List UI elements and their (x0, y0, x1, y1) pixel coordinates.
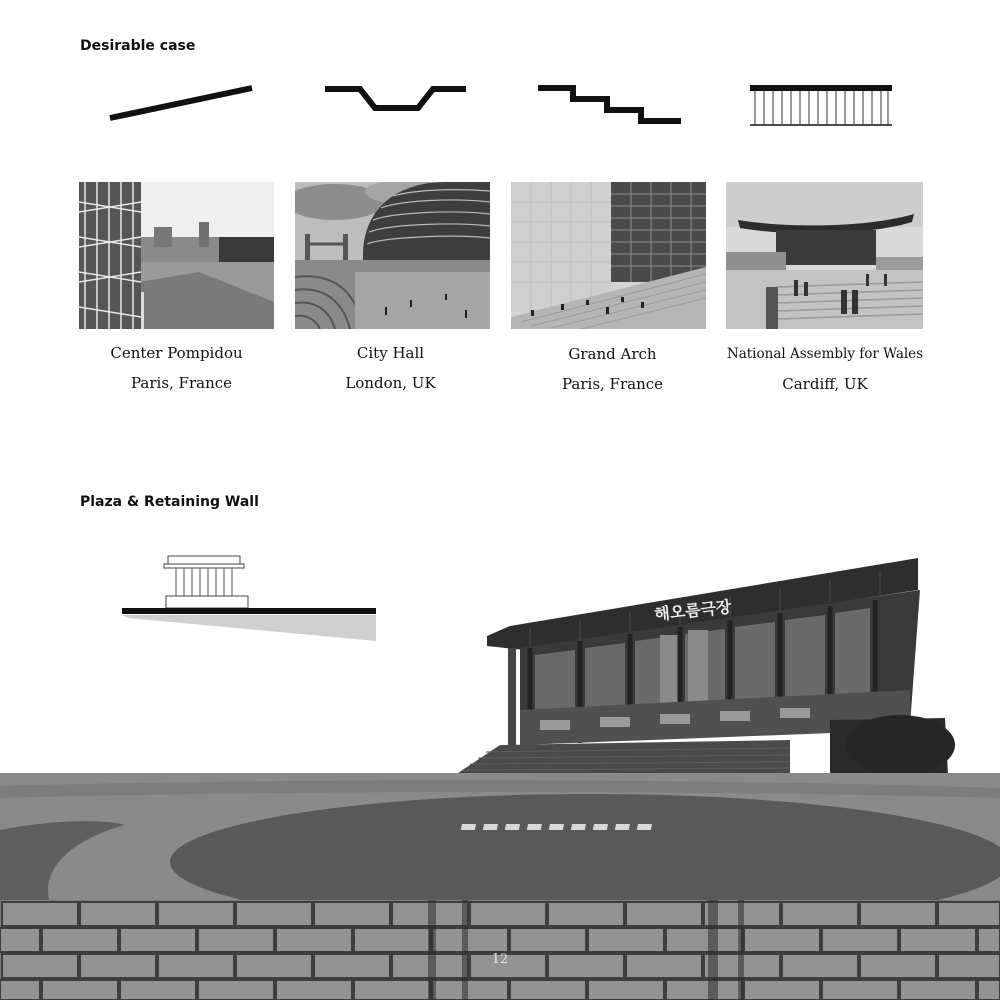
photo-national-assembly-for-wales (726, 182, 923, 329)
caption-city-hall (293, 338, 488, 398)
photo-center-pompidou (79, 182, 274, 329)
case-name: Center Pompidou (110, 344, 243, 362)
canopy-columns-diagram (745, 82, 900, 132)
case-location: Cardiff, UK (782, 375, 868, 393)
case-name: National Assembly for Wales (726, 346, 924, 362)
stairs-diagram (535, 82, 685, 132)
plaza-theater-photo (0, 540, 1000, 1000)
theater-sign: 해오름극장 (653, 597, 733, 624)
section-title-plaza-retaining-wall: Plaza & Retaining Wall (80, 494, 259, 510)
photo-grand-arch (511, 182, 706, 329)
slope-diagram (100, 80, 260, 130)
page-number: 12 (491, 952, 509, 967)
photo-city-hall (295, 182, 490, 329)
case-location: Paris, France (561, 375, 664, 393)
case-name: City Hall (356, 344, 425, 362)
caption-national-assembly-for-wales (720, 339, 930, 399)
case-location: Paris, France (130, 374, 233, 392)
sunken-plaza-diagram (320, 80, 470, 120)
caption-center-pompidou (79, 338, 274, 398)
case-name: Grand Arch (568, 345, 657, 363)
section-title-desirable-case: Desirable case (80, 38, 196, 54)
caption-grand-arch (515, 339, 710, 399)
case-location: London, UK (345, 374, 436, 392)
